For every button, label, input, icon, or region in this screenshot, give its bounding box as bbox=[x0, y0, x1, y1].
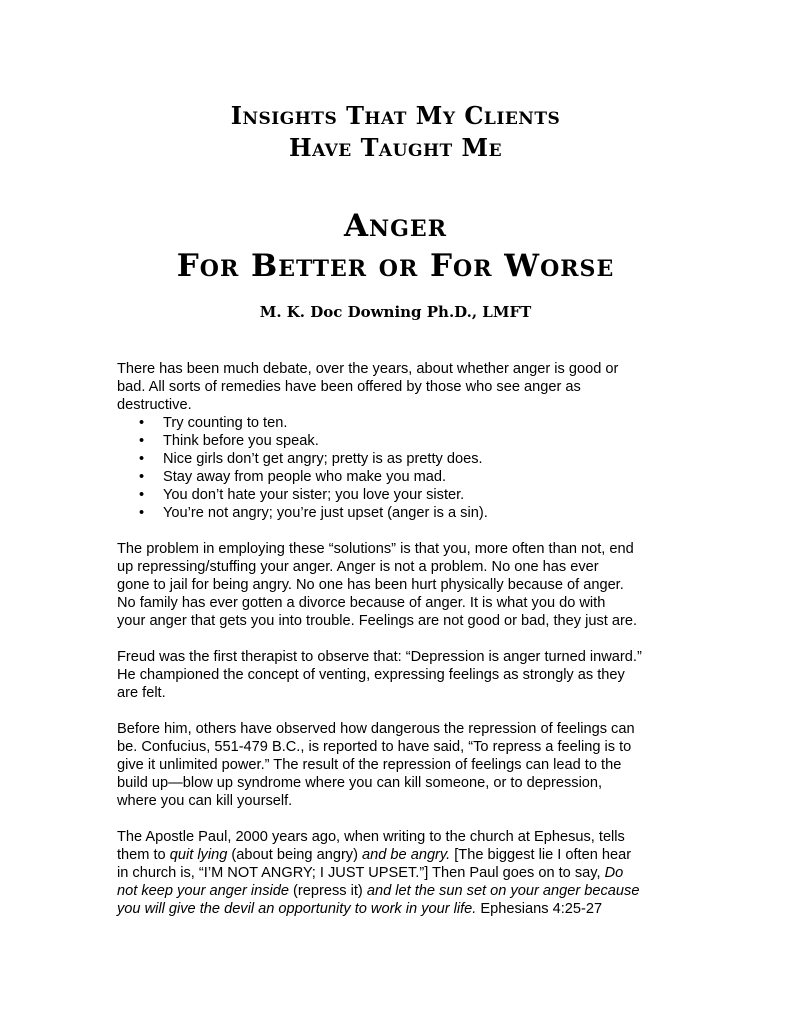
text-line: up repressing/stuffing your anger. Anger is not a problem. No one has ever bbox=[117, 559, 599, 575]
text-line: you will give the devil an opportunity to work in your life. Ephesians 4:25-27 bbox=[117, 901, 603, 917]
text-line: bad. All sorts of remedies have been offered by those who see anger as bbox=[117, 379, 581, 395]
text-line: The problem in employing these “solutions” is that you, more often than not, end bbox=[117, 541, 634, 557]
text-line: are felt. bbox=[117, 685, 166, 701]
bullet-icon: • bbox=[139, 505, 145, 521]
bullet-icon: • bbox=[139, 415, 145, 431]
list-item: • Stay away from people who make you mad. bbox=[139, 469, 447, 485]
text-line: Freud was the first therapist to observe that: “Depression is anger turned inward.” bbox=[117, 649, 642, 665]
text-line: gone to jail for being angry. No one has been hurt physically because of anger. bbox=[117, 577, 624, 593]
series-title bbox=[0, 100, 791, 164]
series-title-line-1: Insights That My Clients bbox=[230, 101, 561, 130]
text-line: He championed the concept of venting, expressing feelings as strongly as they bbox=[117, 667, 625, 683]
list-item: • You don’t hate your sister; you love your sister. bbox=[139, 487, 465, 503]
intro-paragraph bbox=[117, 360, 687, 414]
list-item: • Try counting to ten. bbox=[139, 415, 288, 431]
list-item: • Think before you speak. bbox=[139, 433, 319, 449]
text-line: where you can kill yourself. bbox=[117, 793, 293, 809]
bullet-icon: • bbox=[139, 487, 145, 503]
document-title-line-2: For Better or For Worse bbox=[176, 248, 615, 284]
problem-paragraph bbox=[117, 540, 687, 630]
list-item: • Nice girls don’t get angry; pretty is as pretty does. bbox=[139, 451, 483, 467]
text-line: your anger that gets you into trouble. Feelings are not good or bad, they just are. bbox=[117, 613, 638, 629]
freud-paragraph bbox=[117, 648, 687, 702]
text-line: not keep your anger inside (repress it) and let the sun set on your anger because bbox=[117, 883, 640, 899]
series-title-line-2: Have Taught Me bbox=[288, 133, 503, 162]
text-line: give it unlimited power.” The result of the repression of feelings can lead to the bbox=[117, 757, 622, 773]
document-title-line-1: Anger bbox=[343, 208, 447, 244]
text-line: in church is, “I’M NOT ANGRY; I JUST UPSET.”] Then Paul goes on to say, Do bbox=[117, 865, 624, 881]
text-line: No family has ever gotten a divorce because of anger. It is what you do with bbox=[117, 595, 606, 611]
document-title bbox=[0, 206, 791, 286]
bullet-icon: • bbox=[139, 451, 145, 467]
remedies-list bbox=[117, 414, 687, 522]
text-line: build up—blow up syndrome where you can kill someone, or to depression, bbox=[117, 775, 603, 791]
text-line: Before him, others have observed how dangerous the repression of feelings can bbox=[117, 721, 635, 737]
confucius-paragraph bbox=[117, 720, 687, 810]
apostle-paul-paragraph bbox=[117, 828, 687, 918]
author-byline: M. K. Doc Downing Ph.D., LMFT bbox=[259, 303, 532, 321]
text-line: destructive. bbox=[117, 397, 192, 413]
text-line: The Apostle Paul, 2000 years ago, when writing to the church at Ephesus, tells bbox=[117, 829, 625, 845]
text-line: them to quit lying (about being angry) and be angry. [The biggest lie I often hear bbox=[117, 847, 632, 863]
bullet-icon: • bbox=[139, 469, 145, 485]
article-body bbox=[117, 360, 687, 936]
text-line: be. Confucius, 551-479 B.C., is reported to have said, “To repress a feeling is to bbox=[117, 739, 632, 755]
list-item: • You’re not angry; you’re just upset (anger is a sin). bbox=[139, 505, 488, 521]
bullet-icon: • bbox=[139, 433, 145, 449]
text-line: There has been much debate, over the years, about whether anger is good or bbox=[117, 361, 619, 377]
